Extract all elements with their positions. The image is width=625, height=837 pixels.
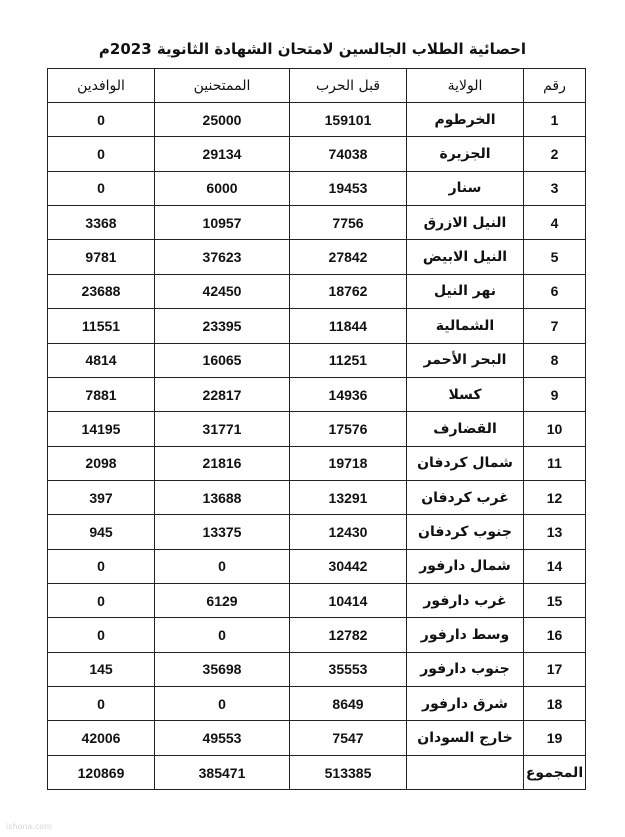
row-number: 9: [524, 377, 586, 411]
row-state: غرب دارفور: [407, 584, 524, 618]
row-arrivals: 23688: [48, 274, 155, 308]
row-examinees: 23395: [155, 309, 290, 343]
row-examinees: 6000: [155, 171, 290, 205]
row-examinees: 49553: [155, 721, 290, 756]
row-state: الخرطوم: [407, 103, 524, 137]
row-examinees: 0: [155, 549, 290, 583]
row-number: 5: [524, 240, 586, 274]
row-examinees: 21816: [155, 446, 290, 480]
row-arrivals: 14195: [48, 412, 155, 446]
row-arrivals: 0: [48, 618, 155, 652]
row-arrivals: 42006: [48, 721, 155, 756]
row-state: النيل الابيض: [407, 240, 524, 274]
row-before-war: 35553: [290, 652, 407, 686]
row-number: 19: [524, 721, 586, 756]
row-arrivals: 3368: [48, 206, 155, 240]
row-state: خارج السودان: [407, 721, 524, 756]
row-number: 12: [524, 480, 586, 514]
row-number: 13: [524, 515, 586, 549]
row-examinees: 22817: [155, 377, 290, 411]
row-number: 2: [524, 137, 586, 171]
row-state: كسلا: [407, 377, 524, 411]
row-number: 17: [524, 652, 586, 686]
table-row: [48, 343, 586, 377]
total-arrivals: 120869: [48, 756, 155, 790]
row-examinees: 16065: [155, 343, 290, 377]
row-before-war: 27842: [290, 240, 407, 274]
table-row: [48, 687, 586, 721]
table-row: [48, 618, 586, 652]
table-row: [48, 652, 586, 686]
row-arrivals: 0: [48, 549, 155, 583]
row-number: 1: [524, 103, 586, 137]
row-examinees: 13688: [155, 480, 290, 514]
row-before-war: 10414: [290, 584, 407, 618]
table-row: [48, 377, 586, 411]
row-state: جنوب كردفان: [407, 515, 524, 549]
row-arrivals: 945: [48, 515, 155, 549]
table-row: [48, 480, 586, 514]
row-state: سنار: [407, 171, 524, 205]
total-before-war: 513385: [290, 756, 407, 790]
header-state: الولاية: [407, 69, 524, 103]
row-examinees: 29134: [155, 137, 290, 171]
row-examinees: 31771: [155, 412, 290, 446]
row-arrivals: 0: [48, 687, 155, 721]
row-number: 4: [524, 206, 586, 240]
row-number: 14: [524, 549, 586, 583]
row-arrivals: 397: [48, 480, 155, 514]
row-number: 6: [524, 274, 586, 308]
row-state: شمال كردفان: [407, 446, 524, 480]
total-state-empty: [407, 756, 524, 790]
row-before-war: 11251: [290, 343, 407, 377]
row-before-war: 14936: [290, 377, 407, 411]
table-row: [48, 549, 586, 583]
row-examinees: 37623: [155, 240, 290, 274]
row-arrivals: 0: [48, 584, 155, 618]
table-row: [48, 274, 586, 308]
row-state: جنوب دارفور: [407, 652, 524, 686]
watermark: ishona.com: [6, 822, 52, 831]
row-state: القضارف: [407, 412, 524, 446]
row-number: 7: [524, 309, 586, 343]
document-title: احصائية الطلاب الجالسين لامتحان الشهادة الثانوية 2023م: [98, 40, 527, 58]
row-arrivals: 9781: [48, 240, 155, 274]
table-total-row: [48, 756, 586, 790]
row-number: 10: [524, 412, 586, 446]
row-before-war: 13291: [290, 480, 407, 514]
table-row: [48, 584, 586, 618]
row-before-war: 7547: [290, 721, 407, 756]
row-state: غرب كردفان: [407, 480, 524, 514]
table-row: [48, 721, 586, 756]
statistics-table: [47, 68, 586, 790]
row-examinees: 13375: [155, 515, 290, 549]
row-examinees: 0: [155, 687, 290, 721]
header-arrivals: الوافدين: [48, 69, 155, 103]
table-row: [48, 412, 586, 446]
row-examinees: 10957: [155, 206, 290, 240]
row-before-war: 7756: [290, 206, 407, 240]
row-examinees: 42450: [155, 274, 290, 308]
table-row: [48, 446, 586, 480]
row-before-war: 12782: [290, 618, 407, 652]
table-row: [48, 137, 586, 171]
row-number: 11: [524, 446, 586, 480]
row-before-war: 12430: [290, 515, 407, 549]
header-before-war: قبل الحرب: [290, 69, 407, 103]
row-state: البحر الأحمر: [407, 343, 524, 377]
total-label: المجموع: [524, 756, 586, 790]
row-arrivals: 0: [48, 103, 155, 137]
total-examinees: 385471: [155, 756, 290, 790]
table-row: [48, 515, 586, 549]
row-before-war: 30442: [290, 549, 407, 583]
row-state: النيل الازرق: [407, 206, 524, 240]
header-examinees: الممتحنين: [155, 69, 290, 103]
row-arrivals: 7881: [48, 377, 155, 411]
row-arrivals: 0: [48, 171, 155, 205]
row-number: 15: [524, 584, 586, 618]
row-examinees: 0: [155, 618, 290, 652]
row-state: شمال دارفور: [407, 549, 524, 583]
table-header-row: [48, 69, 586, 103]
table-row: [48, 309, 586, 343]
row-arrivals: 145: [48, 652, 155, 686]
table-row: [48, 240, 586, 274]
header-num: رقم: [524, 69, 586, 103]
row-number: 18: [524, 687, 586, 721]
row-examinees: 25000: [155, 103, 290, 137]
row-arrivals: 0: [48, 137, 155, 171]
row-state: الجزيرة: [407, 137, 524, 171]
row-state: شرق دارفور: [407, 687, 524, 721]
row-before-war: 19718: [290, 446, 407, 480]
table-body: [48, 103, 586, 756]
row-state: الشمالية: [407, 309, 524, 343]
table-row: [48, 103, 586, 137]
row-number: 3: [524, 171, 586, 205]
row-examinees: 6129: [155, 584, 290, 618]
row-state: نهر النيل: [407, 274, 524, 308]
row-before-war: 18762: [290, 274, 407, 308]
row-arrivals: 11551: [48, 309, 155, 343]
row-before-war: 19453: [290, 171, 407, 205]
row-before-war: 74038: [290, 137, 407, 171]
row-number: 16: [524, 618, 586, 652]
row-examinees: 35698: [155, 652, 290, 686]
row-before-war: 11844: [290, 309, 407, 343]
row-before-war: 8649: [290, 687, 407, 721]
row-state: وسط دارفور: [407, 618, 524, 652]
row-number: 8: [524, 343, 586, 377]
row-before-war: 17576: [290, 412, 407, 446]
table-row: [48, 206, 586, 240]
row-before-war: 159101: [290, 103, 407, 137]
row-arrivals: 4814: [48, 343, 155, 377]
table-row: [48, 171, 586, 205]
row-arrivals: 2098: [48, 446, 155, 480]
